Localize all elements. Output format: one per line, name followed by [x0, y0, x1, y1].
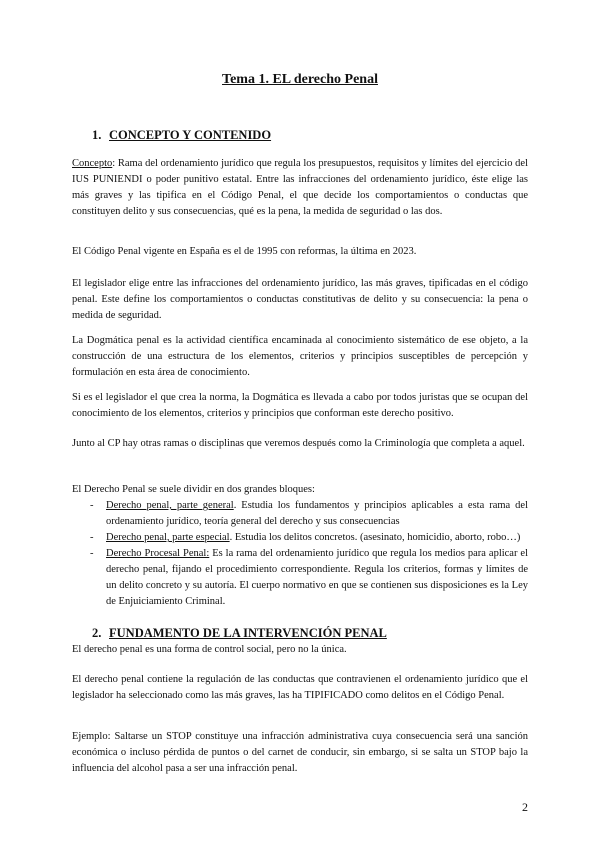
paragraph-control-social: El derecho penal es una forma de control social, pero no la única.	[72, 644, 347, 655]
list-dash: -	[90, 532, 94, 543]
block-text: . Estudia los delitos concretos. (asesinato, homicidio, aborto, robo…)	[229, 532, 521, 543]
block-label: Derecho Procesal Penal:	[106, 548, 210, 559]
paragraph-legislador: El legislador elige entre las infracciones del ordenamiento jurídico, las más graves, tipificadas en el código penal. Este define los comportamientos o conductas constitutivas de delito y su consecuencia: la pena o medida de seguridad.	[72, 278, 528, 321]
paragraph-tipificado: El derecho penal contiene la regulación de las conductas que contravienen el ordenamiento jurídico que el legislador ha seleccionado como las más graves, las ha TIPIFICADO como delitos en el Código Penal.	[72, 674, 528, 701]
concepto-text: : Rama del ordenamiento jurídico que regula los presupuestos, requisitos y límites del ejercicio del IUS PUNIENDI o poder punitivo estatal. Entre las infracciones del ordenamiento jurídico, éste elige las más graves y las tipifica en el Código Penal, el que decide los comportamientos o conductas que constituyen delito y sus consecuencias, qué es la pena, la medida de seguridad o las dos.	[72, 158, 528, 217]
section-title: FUNDAMENTO DE LA INTERVENCIÓN PENAL	[109, 626, 387, 640]
list-item	[72, 530, 528, 546]
block-text: . Estudia los fundamentos y principios aplicables a esta rama del ordenamiento jurídico, teoría general del derecho y sus consecuencias	[106, 500, 528, 527]
bloques-list	[72, 498, 528, 610]
paragraph-criminologia: Junto al CP hay otras ramas o disciplinas que veremos después como la Criminología que completa a aquel.	[72, 438, 525, 449]
list-item	[72, 546, 528, 610]
paragraph-bloques-intro: El Derecho Penal se suele dividir en dos grandes bloques:	[72, 484, 315, 495]
list-dash: -	[90, 548, 94, 559]
concepto-label: Concepto	[72, 158, 113, 169]
list-item	[72, 498, 528, 530]
paragraph-codigo-penal: El Código Penal vigente en España es el de 1995 con reformas, la última en 2023.	[72, 246, 417, 257]
paragraph-legislador-norma: Si es el legislador el que crea la norma, la Dogmática es llevada a cabo por todos juristas que se ocupan del conocimiento de los elementos, criterios y principios que conforman este derecho positivo.	[72, 392, 528, 419]
section-number: 2.	[92, 626, 102, 640]
page-number: 2	[522, 800, 528, 814]
list-dash: -	[90, 500, 94, 511]
paragraph-dogmatica: La Dogmática penal es la actividad científica encaminada al conocimiento sistemático de ese objeto, a la construcción de una estructura de los elementos, criterios y principios susceptibles de percepción y formulación en esta área de conocimiento.	[72, 335, 528, 378]
block-text: Es la rama del ordenamiento jurídico que regula los medios para aplicar el derecho penal, fijando el procedimiento correspondiente. Regula los criterios, formas y límites de un delito concreto y su autoría. El cuerpo normativo en que se contienen sus disposiciones es la Ley de Enjuiciamiento Criminal.	[106, 548, 528, 607]
section-title: CONCEPTO Y CONTENIDO	[109, 128, 272, 142]
block-label: Derecho penal, parte general	[106, 500, 234, 511]
block-label: Derecho penal, parte especial	[106, 532, 230, 543]
page-title: Tema 1. EL derecho Penal	[222, 72, 378, 87]
paragraph-concepto	[72, 156, 528, 220]
section-heading-fundamento	[92, 626, 387, 641]
paragraph-ejemplo: Ejemplo: Saltarse un STOP constituye una infracción administrativa cuya consecuencia será una sanción económica o incluso pérdida de puntos o del carnet de conducir, sin embargo, si se salta un STOP bajo la influencia del alcohol pasa a ser una infracción penal.	[72, 731, 528, 774]
section-heading-concepto	[92, 128, 271, 143]
section-number: 1.	[92, 128, 102, 142]
